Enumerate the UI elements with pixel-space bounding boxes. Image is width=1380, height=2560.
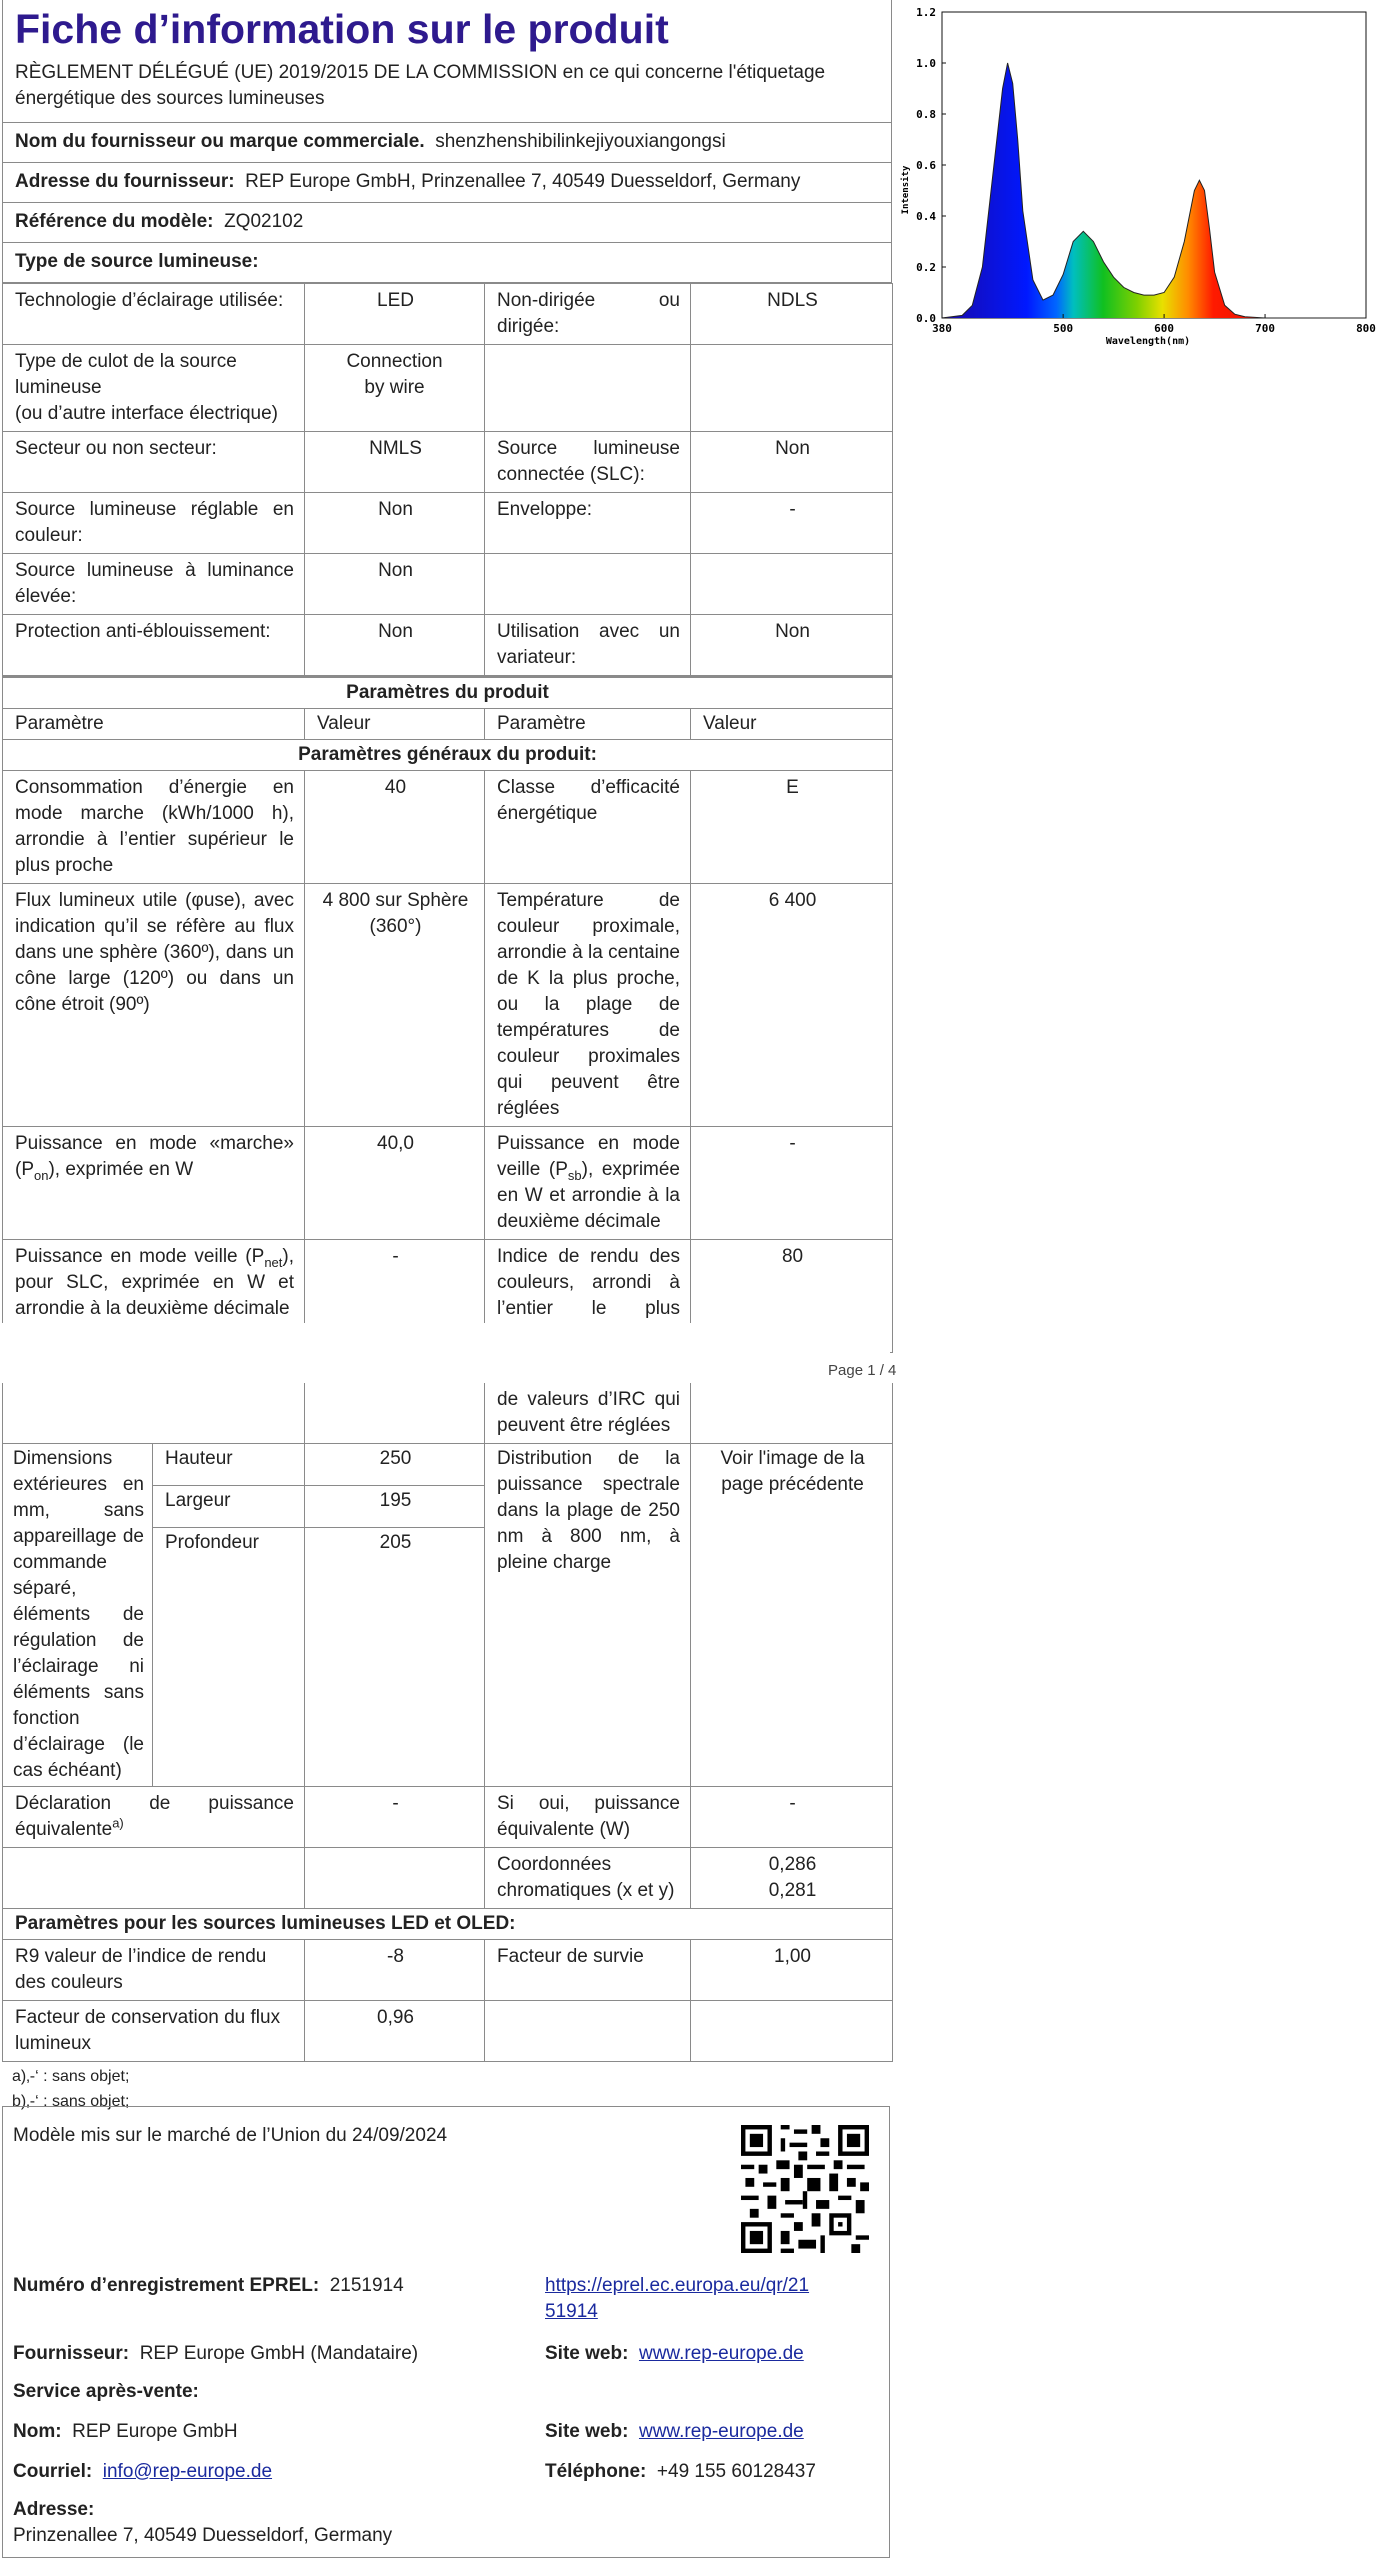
energy-label: Consommation d’énergie en mode marche (kWh/1000 h), arrondie à l’entier supérieur le plus proche xyxy=(3,771,305,884)
name-row xyxy=(13,2419,238,2445)
eprel-url-line2[interactable]: 51914 xyxy=(545,2301,598,2322)
directional-value: NDLS xyxy=(691,284,893,345)
spd-value: Voir l'image de la page précédente xyxy=(691,1444,893,1787)
on-power-label-a: Puissance en mode «marche» (P xyxy=(15,1133,294,1180)
website-link[interactable]: www.rep-europe.de xyxy=(638,2343,804,2364)
col-value-header: Valeur xyxy=(305,709,485,740)
empty-cell xyxy=(691,2001,893,2062)
eprel-url-line1[interactable]: https://eprel.ec.europa.eu/qr/21 xyxy=(545,2275,810,2296)
supplier-address-label: Adresse du fournisseur: xyxy=(15,171,235,192)
flux-value: 4 800 sur Sphère (360°) xyxy=(305,884,485,1127)
sb-sub: sb xyxy=(567,1167,582,1183)
depth-label: Profondeur xyxy=(153,1528,305,1787)
y-tick-label: 0.0 xyxy=(916,312,936,325)
high-luminance-label: Source lumineuse à luminance élevée: xyxy=(3,554,305,615)
colour-tunable-value: Non xyxy=(305,493,485,554)
footnote-a: a)‚-‘ : sans objet; xyxy=(12,2068,130,2085)
envelope-value: - xyxy=(691,493,893,554)
mains-label: Secteur ou non secteur: xyxy=(3,432,305,493)
phone-value: +49 155 60128437 xyxy=(656,2461,816,2482)
general-params-header: Paramètres généraux du produit: xyxy=(3,740,893,771)
equivalent-claim-value: - xyxy=(305,1787,485,1848)
model-ref-label: Référence du modèle: xyxy=(15,211,214,232)
y-tick-label: 0.4 xyxy=(916,210,936,223)
empty-cell xyxy=(691,554,893,615)
name-value: REP Europe GmbH xyxy=(72,2421,238,2442)
cap-label-2: (ou d’autre interface électrique) xyxy=(15,403,278,424)
spectrum-area xyxy=(942,63,1366,318)
dimmable-value: Non xyxy=(691,615,893,676)
address-label: Adresse: xyxy=(13,2499,95,2520)
empty-cell xyxy=(691,345,893,432)
envelope-label: Enveloppe: xyxy=(485,493,691,554)
cri-label-part1: Indice de rendu des couleurs, arrondi à l’entier le plus xyxy=(485,1240,691,1353)
width-value: 195 xyxy=(305,1486,485,1528)
spectrum-chart xyxy=(896,0,1380,350)
net-label-b: ), pour SLC, exprimée en W et arrondie à la deuxième décimale xyxy=(15,1246,294,1319)
continuation-table xyxy=(2,1383,893,2062)
on-power-sub: on xyxy=(34,1167,49,1183)
phone-row xyxy=(545,2459,816,2485)
r9-value: -8 xyxy=(305,1940,485,2001)
empty-cell xyxy=(305,1848,485,1909)
led-header: Paramètres pour les sources lumineuses LED et OLED: xyxy=(3,1909,893,1940)
y-tick-label: 0.6 xyxy=(916,159,936,172)
net-value: - xyxy=(305,1240,485,1353)
equivalent-power-value: - xyxy=(691,1787,893,1848)
chroma-values xyxy=(691,1848,893,1909)
page-break xyxy=(0,1323,890,1383)
x-tick-label: 800 xyxy=(1356,322,1376,335)
name-label: Nom: xyxy=(13,2421,62,2442)
page-title: Fiche d’information sur le produit xyxy=(15,6,669,52)
cct-value: 6 400 xyxy=(691,884,893,1127)
empty-cell xyxy=(3,1848,305,1909)
x-tick-label: 700 xyxy=(1255,322,1275,335)
net-sub: net xyxy=(264,1254,283,1270)
footnote-b: b)‚-‘ : sans objet; xyxy=(12,2093,130,2110)
connected-value: Non xyxy=(691,432,893,493)
empty-cell xyxy=(691,1383,893,1444)
net-label-a: Puissance en mode veille (P xyxy=(15,1246,265,1267)
width-label: Largeur xyxy=(153,1486,305,1528)
chart-xlabel: Wavelength(nm) xyxy=(1105,336,1191,347)
cap-label: Type de culot de la source lumineuse xyxy=(15,351,237,398)
connected-label: Source lumineuse connectée (SLC): xyxy=(485,432,691,493)
empty-cell xyxy=(485,345,691,432)
website-row xyxy=(545,2341,804,2367)
supplier-address-value: REP Europe GmbH, Prinzenallee 7, 40549 Duesseldorf, Germany xyxy=(245,171,801,192)
footer-box xyxy=(2,2106,890,2558)
height-value: 250 xyxy=(305,1444,485,1486)
website-label: Site web: xyxy=(545,2343,629,2364)
tech-label: Technologie d’éclairage utilisée: xyxy=(3,284,305,345)
supplier-row xyxy=(13,2341,418,2367)
survival-value: 1,00 xyxy=(691,1940,893,2001)
col-value-header: Valeur xyxy=(691,709,893,740)
empty-cell xyxy=(305,1383,485,1444)
eprel-label: Numéro d’enregistrement EPREL: xyxy=(13,2275,320,2296)
email-row xyxy=(13,2459,272,2485)
email-link[interactable]: info@rep-europe.de xyxy=(102,2461,273,2482)
sb-value: - xyxy=(691,1127,893,1240)
eprel-link[interactable] xyxy=(545,2273,809,2325)
empty-cell xyxy=(485,2001,691,2062)
supplier-name-row xyxy=(3,123,891,163)
phone-label: Téléphone: xyxy=(545,2461,647,2482)
cap-value: Connection by wire xyxy=(305,345,485,432)
dimmable-label: Utilisation avec un variateur: xyxy=(485,615,691,676)
equivalent-claim-label xyxy=(3,1787,305,1848)
dimensions-label: Dimensions extérieures en mm, sans appareillage de commande séparé, éléments de régulation de l’éclairage ni éléments sans fonction d’éclairage (le cas échéant) xyxy=(3,1444,153,1787)
equivalent-claim-text: Déclaration de puissance équivalente xyxy=(15,1793,294,1840)
on-power-value: 40,0 xyxy=(305,1127,485,1240)
directional-label: Non-dirigée ou dirigée: xyxy=(485,284,691,345)
col-param-header: Paramètre xyxy=(485,709,691,740)
page-number: Page 1 / 4 xyxy=(828,1362,897,1379)
col-param-header: Paramètre xyxy=(3,709,305,740)
after-sales-label: Service après-vente: xyxy=(13,2381,199,2402)
website2-link[interactable]: www.rep-europe.de xyxy=(638,2421,804,2442)
empty-cell xyxy=(485,554,691,615)
address-value: Prinzenallee 7, 40549 Duesseldorf, Germany xyxy=(13,2525,393,2546)
chroma-label: Coordonnées chromatiques (x et y) xyxy=(485,1848,691,1909)
mains-value: NMLS xyxy=(305,432,485,493)
model-ref-row xyxy=(3,203,891,243)
high-luminance-value: Non xyxy=(305,554,485,615)
email-label: Courriel: xyxy=(13,2461,93,2482)
regulation-text: RÈGLEMENT DÉLÉGUÉ (UE) 2019/2015 DE LA COMMISSION en ce qui concerne l'étiquetage énergétique des sources lumineuses xyxy=(3,54,891,123)
y-tick-label: 0.2 xyxy=(916,261,936,274)
on-power-label xyxy=(3,1127,305,1240)
model-ref-value: ZQ02102 xyxy=(224,211,304,232)
supplier-name-label: Nom du fournisseur ou marque commerciale. xyxy=(15,131,425,152)
market-date: Modèle mis sur le marché de l’Union du 24/09/2024 xyxy=(13,2125,448,2146)
on-power-label-b: ), exprimée en W xyxy=(48,1159,194,1180)
cap-label-cell xyxy=(3,345,305,432)
x-tick-label: 380 xyxy=(932,322,952,335)
equivalent-claim-sup: a) xyxy=(112,1815,124,1831)
colour-tunable-label: Source lumineuse réglable en couleur: xyxy=(3,493,305,554)
class-value: E xyxy=(691,771,893,884)
glare-value: Non xyxy=(305,615,485,676)
spd-label: Distribution de la puissance spectrale dans la plage de 250 nm à 800 nm, à pleine charge xyxy=(485,1444,691,1787)
x-tick-label: 600 xyxy=(1154,322,1175,335)
depth-value: 205 xyxy=(305,1528,485,1787)
light-source-table xyxy=(2,283,893,676)
lumen-label: Facteur de conservation du flux lumineux xyxy=(3,2001,305,2062)
cri-label-part2: de valeurs d’IRC qui peuvent être réglées xyxy=(485,1383,691,1444)
sb-label-a: Puissance en mode veille (P xyxy=(497,1133,680,1180)
qr-code-icon[interactable] xyxy=(741,2125,869,2253)
x-tick-label: 500 xyxy=(1053,322,1074,335)
website2-row xyxy=(545,2419,804,2445)
chroma-y: 0,281 xyxy=(768,1880,817,1901)
supplier-name-value: shenzhenshibilinkejiyouxiangongsi xyxy=(435,131,726,152)
tech-value: LED xyxy=(305,284,485,345)
y-tick-label: 1.2 xyxy=(916,6,936,19)
lumen-value: 0,96 xyxy=(305,2001,485,2062)
y-tick-label: 1.0 xyxy=(916,57,936,70)
equivalent-power-label: Si oui, puissance équivalente (W) xyxy=(485,1787,691,1848)
r9-label: R9 valeur de l’indice de rendu des couleurs xyxy=(3,1940,305,2001)
supplier-value: REP Europe GmbH (Mandataire) xyxy=(139,2343,419,2364)
eprel-value: 2151914 xyxy=(329,2275,404,2296)
survival-label: Facteur de survie xyxy=(485,1940,691,2001)
cct-label: Température de couleur proximale, arrondie à la centaine de K la plus proche, ou la plage de températures de couleur proximales qui peuvent être réglées xyxy=(485,884,691,1127)
flux-label: Flux lumineux utile (φuse), avec indication qu’il se réfère au flux dans une sphère (360º), dans un cône large (120º) ou dans un cône étroit (90º) xyxy=(3,884,305,1127)
website2-label: Site web: xyxy=(545,2421,629,2442)
energy-value: 40 xyxy=(305,771,485,884)
product-params-table xyxy=(2,676,893,1353)
cri-value: 80 xyxy=(691,1240,893,1353)
y-tick-label: 0.8 xyxy=(916,108,936,121)
eprel-row xyxy=(13,2273,404,2299)
product-params-header: Paramètres du produit xyxy=(3,677,893,709)
class-label: Classe d’efficacité énergétique xyxy=(485,771,691,884)
light-source-type-label: Type de source lumineuse: xyxy=(15,251,259,272)
supplier-address-row xyxy=(3,163,891,203)
chart-ylabel: Intensity xyxy=(901,165,911,215)
empty-cell xyxy=(3,1383,305,1444)
light-source-type-row xyxy=(3,243,891,283)
height-label: Hauteur xyxy=(153,1444,305,1486)
glare-label: Protection anti-éblouissement: xyxy=(3,615,305,676)
sb-label-b: ), exprimée en W et arrondie à la deuxième décimale xyxy=(497,1159,680,1232)
supplier-label: Fournisseur: xyxy=(13,2343,130,2364)
chroma-x: 0,286 xyxy=(768,1854,817,1875)
sb-label xyxy=(485,1127,691,1240)
